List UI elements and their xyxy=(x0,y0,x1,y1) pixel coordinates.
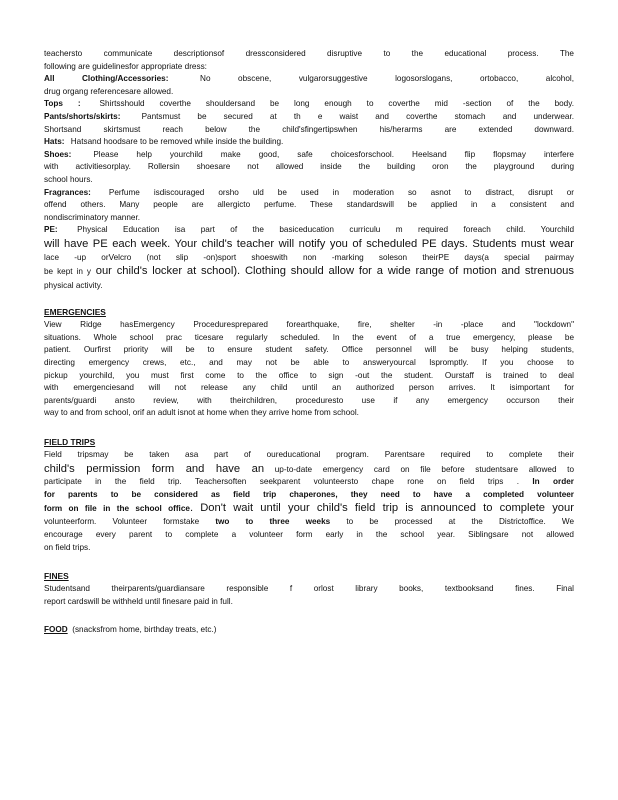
food-line xyxy=(44,624,574,637)
tops-line xyxy=(44,98,574,111)
pe-line-4 xyxy=(44,264,574,280)
pe-line-1 xyxy=(44,224,574,237)
field-trips-line-3-bold: In order xyxy=(532,477,574,487)
field-trips-line-5 xyxy=(44,501,574,516)
pants-line-2: Shortsand skirtsmust reach below the child'sfingertipswhen his/herarms are extended downward. xyxy=(44,124,574,134)
field-trips-line-6-a: volunteerform. Volunteer formstake xyxy=(44,517,200,527)
food-heading: FOOD xyxy=(44,625,68,635)
pe-label: PE: xyxy=(44,225,58,235)
field-trips-line-6-c: to be processed at the Districtoffice. We xyxy=(346,517,574,527)
fines-heading: FINES xyxy=(44,571,69,582)
clothing-accessories-line-2: drug organg referencesare allowed. xyxy=(44,86,174,96)
pe-line-3: lace -up orVelcro (not slip -on)sport shoeswith non -marking soleson theirPE days(a special pairmay xyxy=(44,252,574,262)
field-trips-line-6-bold: two to three weeks xyxy=(215,517,331,527)
emergencies-line-5: pickup yourchild, you must first come to the office to sign -out the student. Ourstaff is trained to deal xyxy=(44,370,574,380)
emergencies-line-6: with emergenciesand will not release any child until an authorized person arrives. It isimportant for xyxy=(44,383,574,393)
food-text: (snacksfrom home, birthday treats, etc.) xyxy=(72,625,217,635)
hats-line xyxy=(44,136,574,149)
field-trips-heading: FIELD TRIPS xyxy=(44,437,96,448)
hats-text: Hatsand hoodsare to be removed while inside the building. xyxy=(70,137,284,147)
pe-text: Physical Education isa part of the basiceducation curriculu m required foreach child. Yourchild xyxy=(77,225,574,235)
emergencies-line-4: directing emergency crews, etc., and may not be able to answeryourcal lspromptly. If you choose to xyxy=(44,358,574,368)
field-trips-line-5-bold: form on file in the school office xyxy=(44,504,190,514)
fines-line-1: Studentsand theirparents/guardiansare responsible f orlost library books, textbooksand fines. Final xyxy=(44,584,574,594)
food-section xyxy=(44,624,574,637)
field-trips-line-6 xyxy=(44,516,574,529)
tops-label: Tops : xyxy=(44,99,81,109)
pe-line-4-small: be kept in y xyxy=(44,267,91,277)
field-trips-line-4: for parents to be considered as field trip chaperones, they need to have a completed volunteer xyxy=(44,489,574,499)
document-page xyxy=(44,48,574,637)
fragrances-line-1 xyxy=(44,187,574,200)
field-trips-line-5-large: . Don't wait until your child's field trip is announced to complete your xyxy=(189,502,574,515)
fines-section xyxy=(44,570,574,608)
pe-line-2: will have PE each week. Your child's teacher will notify you of scheduled PE days. Students must wear xyxy=(44,237,574,250)
pe-line-4-large: our child's locker at school). Clothing should allow for a wide range of motion and strenuous xyxy=(95,265,574,278)
field-trips-line-3-text: participate in the field trip. Teachersoften seekparent volunteersto chape rone on field trips . xyxy=(44,477,520,487)
field-trips-line-8: on field trips. xyxy=(44,542,91,552)
field-trips-line-7: encourage every parent to complete a volunteer form early in the school year. Siblingsare not allowed xyxy=(44,530,574,539)
emergencies-line-8: way to and from school, orif an adult isnot at home when they arrive home from school. xyxy=(44,408,359,418)
shoes-text: Please help yourchild make good, safe choicesforschool. Heelsand flip flopsmay interfere xyxy=(93,149,574,159)
fragrances-text: Perfume isdiscouraged orsho uld be used in moderation so asnot to distract, disrupt or xyxy=(108,187,574,197)
emergencies-line-1: View Ridge hasEmergency Proceduresprepared forearthquake, fire, shelter -in -place and "lockdown" xyxy=(44,320,574,330)
emergencies-line-2: situations. Whole school prac ticesare regularly scheduled. In the event of a true emergency, please be xyxy=(44,332,574,342)
field-trips-line-3 xyxy=(44,476,574,489)
shoes-line-2: with activitiesorplay. Rollersin shoesare not allowed inside the building oron the playground during xyxy=(44,162,574,172)
pe-line-5: physical activity. xyxy=(44,280,103,290)
emergencies-line-3: patient. Ourfirst priority will be to ensure student safety. Office personnel will be busy helping students, xyxy=(44,345,574,355)
clothing-accessories-text: No obscene, vulgarorsuggestive logosorslogans, ortobacco, alcohol, xyxy=(200,74,574,84)
emergencies-line-7: parents/guardi ansto review, with theirchildren, proceduresto use if any emergency occurson their xyxy=(44,395,574,405)
fragrances-label: Fragrances: xyxy=(44,187,91,197)
field-trips-section xyxy=(44,436,574,554)
shoes-line-3: school hours. xyxy=(44,174,93,184)
dress-intro-line-2: following are guidelinesfor appropriate dress: xyxy=(44,61,207,71)
shoes-line-1 xyxy=(44,149,574,162)
tops-text: Shirtsshould coverthe shouldersand be long enough to coverthe mid -section of the body. xyxy=(99,99,574,109)
hats-label: Hats: xyxy=(44,137,65,147)
pants-text: Pantsmust be secured at th e waist and coverthe stomach and underwear. xyxy=(141,111,574,121)
emergencies-heading: EMERGENCIES xyxy=(44,307,106,318)
clothing-accessories-line-1 xyxy=(44,73,574,86)
fragrances-line-3: nondiscriminatory manner. xyxy=(44,212,141,222)
shoes-label: Shoes: xyxy=(44,149,72,159)
field-trips-line-2-small: up-to-date emergency card on file before studentsare allowed to xyxy=(274,464,574,474)
field-trips-line-1: Field tripsmay be taken asa part of oureducational program. Parentsare required to complete their xyxy=(44,450,574,460)
field-trips-line-2-large: child's permission form and have an xyxy=(44,462,265,475)
pants-label: Pants/shorts/skirts: xyxy=(44,111,121,121)
field-trips-line-2 xyxy=(44,462,574,477)
fragrances-line-2: offend others. Many people are allergicto perfume. These standardswill be applied in a consistent and xyxy=(44,200,574,210)
pants-line-1 xyxy=(44,111,574,124)
emergencies-section xyxy=(44,306,574,420)
dress-code-section xyxy=(44,48,574,292)
clothing-accessories-label: All Clothing/Accessories: xyxy=(44,74,169,84)
fines-line-2: report cardswill be withheld until finesare paid in full. xyxy=(44,596,233,606)
dress-intro-line-1: teachersto communicate descriptionsof dressconsidered disruptive to the educational process. The xyxy=(44,49,574,58)
